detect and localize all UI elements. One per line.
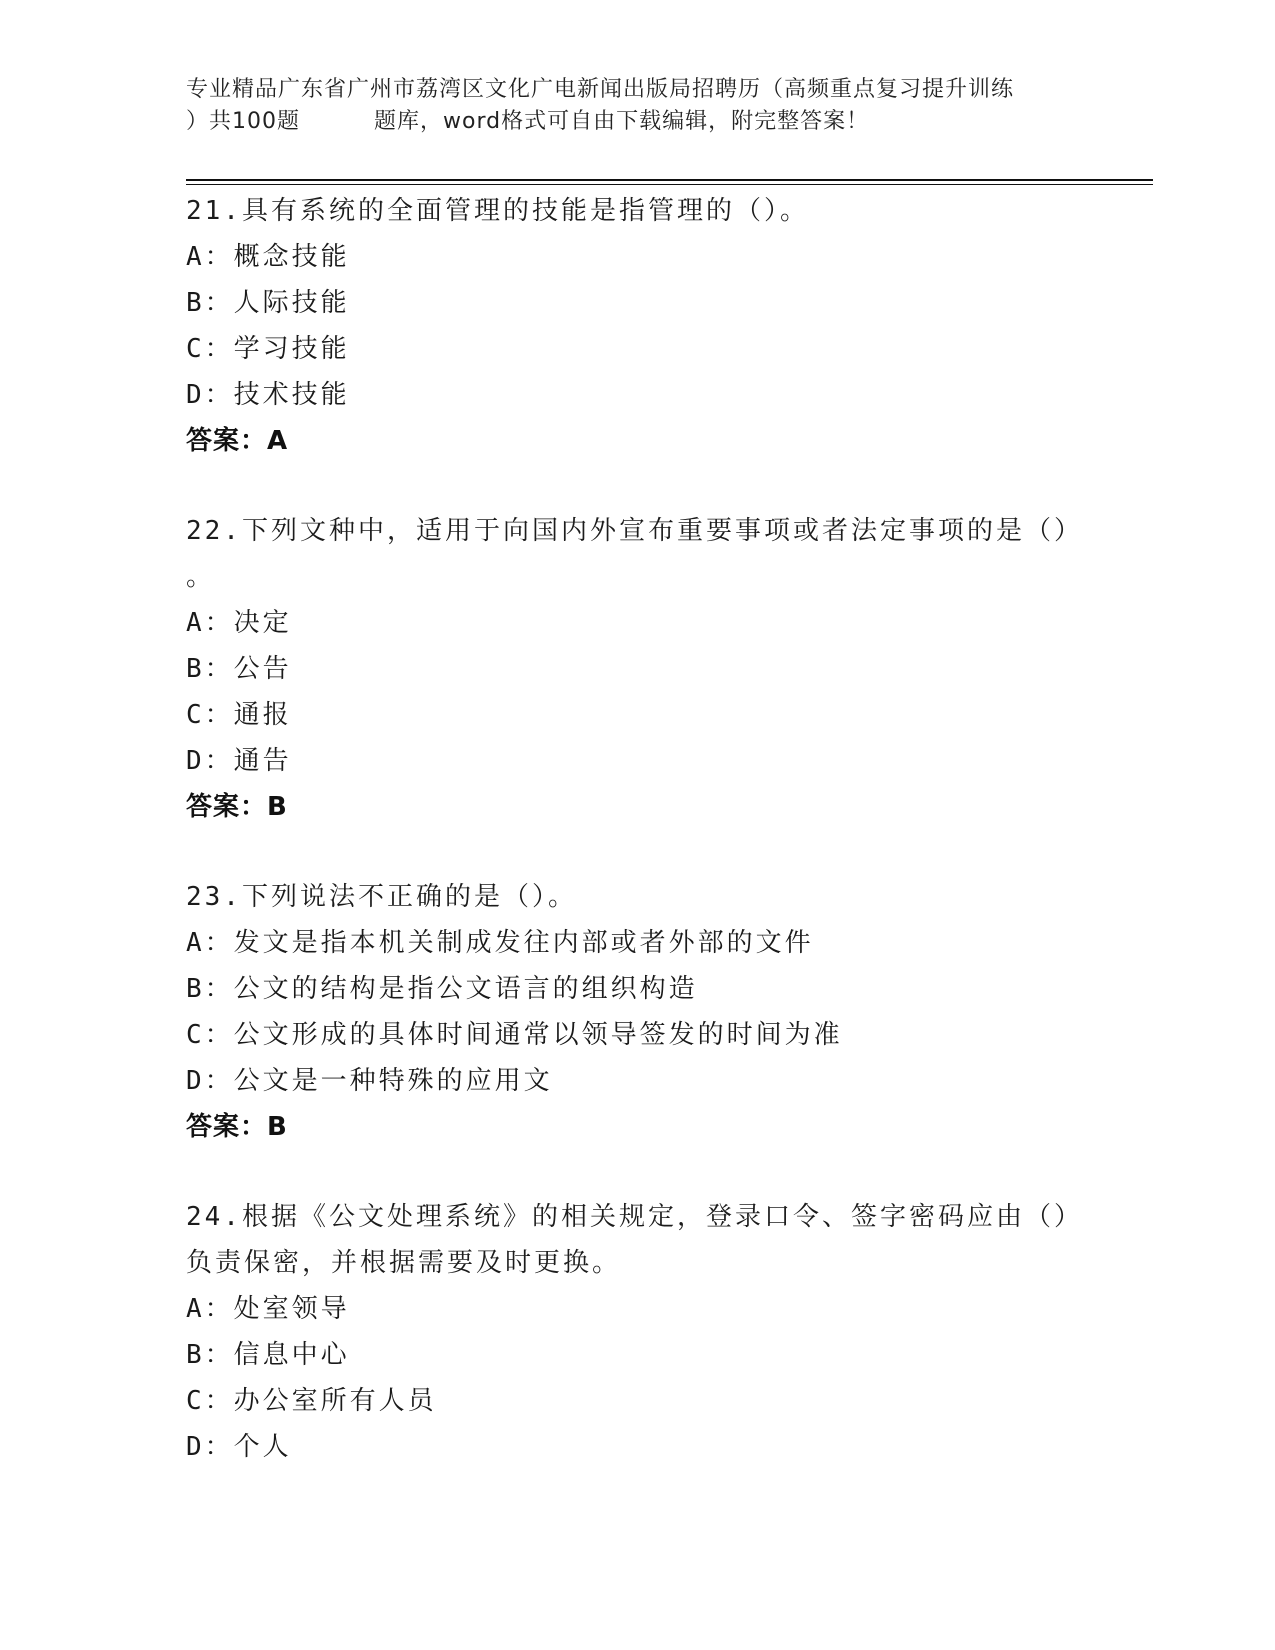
header-line-2-left: ）共100题 <box>186 109 300 134</box>
question-stem: 24.根据《公文处理系统》的相关规定，登录口令、签字密码应由（） <box>186 1202 1083 1232</box>
option-c: C：办公室所有人员 <box>186 1386 437 1416</box>
question-block <box>186 1194 1086 1470</box>
option-a: A：决定 <box>186 608 292 638</box>
answer-line: 答案：B <box>186 792 288 822</box>
option-b: B：信息中心 <box>186 1340 350 1370</box>
question-block <box>186 874 1086 1150</box>
header-divider-thin <box>186 184 1153 185</box>
option-a: A：处室领导 <box>186 1294 350 1324</box>
document-header <box>186 74 1086 138</box>
question-stem-continuation: 。 <box>186 562 216 592</box>
question-block <box>186 508 1086 830</box>
question-block <box>186 188 1086 464</box>
question-stem-continuation: 负责保密，并根据需要及时更换。 <box>186 1248 622 1278</box>
option-d: D：通告 <box>186 746 292 776</box>
question-list <box>186 188 1086 1470</box>
option-a: A：概念技能 <box>186 242 350 272</box>
option-c: C：学习技能 <box>186 334 350 364</box>
question-stem: 21.具有系统的全面管理的技能是指管理的（）。 <box>186 196 809 226</box>
option-d: D：个人 <box>186 1432 292 1462</box>
option-c: C：通报 <box>186 700 292 730</box>
answer-line: 答案：A <box>186 426 289 456</box>
option-d: D：公文是一种特殊的应用文 <box>186 1066 553 1096</box>
option-a: A：发文是指本机关制成发往内部或者外部的文件 <box>186 928 814 958</box>
option-b: B：人际技能 <box>186 288 350 318</box>
option-b: B：公文的结构是指公文语言的组织构造 <box>186 974 698 1004</box>
answer-line: 答案：B <box>186 1112 288 1142</box>
question-stem: 23.下列说法不正确的是（）。 <box>186 882 577 912</box>
question-stem: 22.下列文种中，适用于向国内外宣布重要事项或者法定事项的是（） <box>186 516 1083 546</box>
header-line-2-right: 题库，word格式可自由下载编辑，附完整答案！ <box>374 109 870 134</box>
option-c: C：公文形成的具体时间通常以领导签发的时间为准 <box>186 1020 843 1050</box>
header-line-2 <box>186 106 1086 138</box>
header-line-1: 专业精品广东省广州市荔湾区文化广电新闻出版局招聘历（高频重点复习提升训练 <box>186 77 1015 102</box>
header-divider-thick <box>186 179 1153 181</box>
option-d: D：技术技能 <box>186 380 350 410</box>
option-b: B：公告 <box>186 654 292 684</box>
